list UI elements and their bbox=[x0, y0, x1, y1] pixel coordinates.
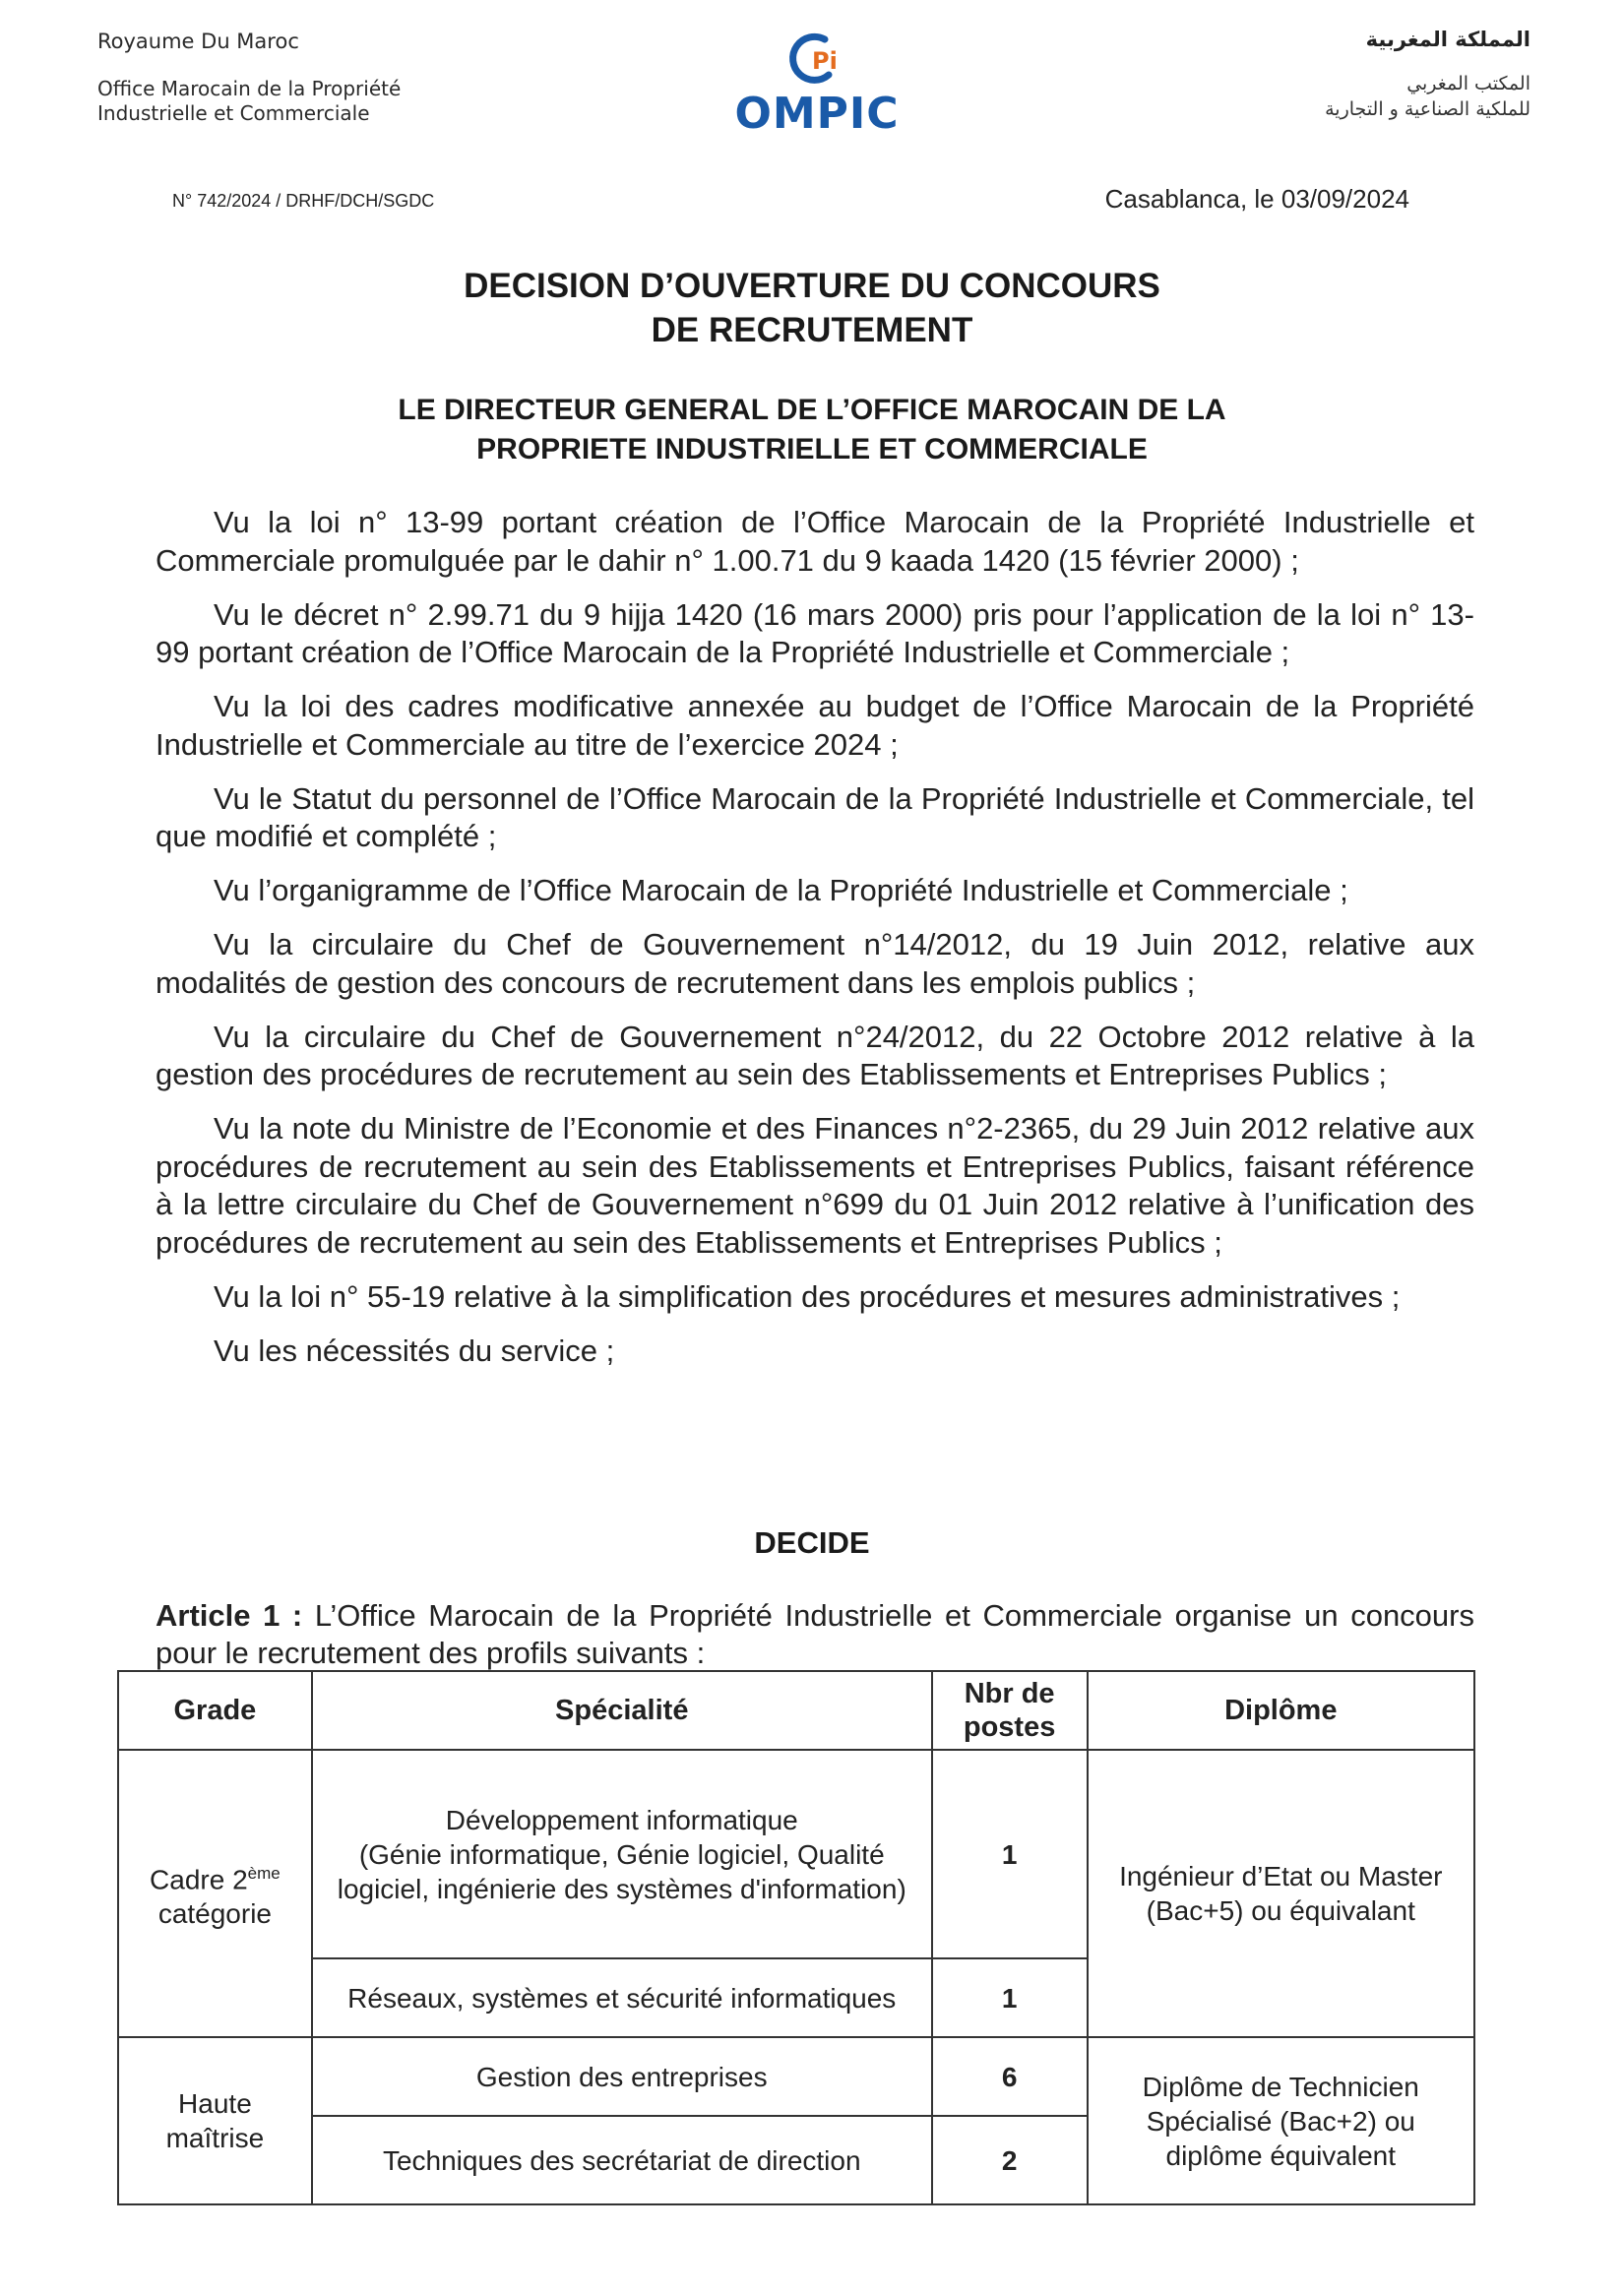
postes-cell: 2 bbox=[932, 2116, 1088, 2204]
title-line1: DECISION D’OUVERTURE DU CONCOURS bbox=[464, 267, 1160, 305]
grade-cadre-sup: ème bbox=[247, 1863, 281, 1883]
postes-cell: 1 bbox=[932, 1750, 1088, 1958]
diplome-cell-cadre: Ingénieur d’Etat ou Master (Bac+5) ou équivalant bbox=[1088, 1750, 1474, 2037]
arabic-office-line1: المكتب المغربي bbox=[1406, 73, 1530, 94]
consideration-paragraph: Vu le Statut du personnel de l’Office Marocain de la Propriété Industrielle et Commerciale, tel que modifié et complété ; bbox=[156, 780, 1474, 853]
arabic-kingdom-label: المملكة المغربية bbox=[1365, 28, 1530, 51]
office-name-line2: Industrielle et Commerciale bbox=[97, 101, 370, 125]
ompic-logo bbox=[728, 30, 906, 157]
kingdom-label: Royaume Du Maroc bbox=[97, 30, 299, 53]
arabic-office-line2: للملكية الصناعية و التجارية bbox=[1325, 98, 1530, 120]
consideration-paragraph: Vu la circulaire du Chef de Gouvernement n°24/2012, du 22 Octobre 2012 relative à la gestion des procédures de recrutement au sein des Etablissements et Entreprises Publics ; bbox=[156, 1019, 1474, 1091]
consideration-paragraph: Vu la loi n° 55-19 relative à la simplification des procédures et mesures administratives ; bbox=[214, 1278, 1401, 1314]
header-nbr-line2: postes bbox=[963, 1711, 1056, 1743]
specialite-cell: Gestion des entreprises bbox=[312, 2037, 932, 2116]
grade-cell-haute bbox=[118, 2037, 312, 2204]
consideration-paragraph: Vu les nécessités du service ; bbox=[214, 1333, 615, 1368]
specialite-detail: (Génie informatique, Génie logiciel, Qualité logiciel, ingénierie des systèmes d'information) bbox=[337, 1838, 906, 1904]
table-row bbox=[118, 1750, 1474, 1958]
article-1 bbox=[156, 1597, 1474, 1672]
subtitle-line2: PROPRIETE INDUSTRIELLE ET COMMERCIALE bbox=[476, 433, 1148, 465]
consideration-paragraph: Vu la note du Ministre de l’Economie et des Finances n°2-2365, du 29 Juin 2012 relative aux procédures de recrutement au sein des Etablissements et Entreprises Publics, faisant référence à la lettre circulaire du Chef de Gouvernement n°699 du 01 Juin 2012 relative à l’unification des procédures de recrutement au sein des Etablissements et Entreprises Publics ; bbox=[156, 1111, 1474, 1260]
header-grade: Grade bbox=[118, 1671, 312, 1750]
decide-heading: DECIDE bbox=[754, 1525, 870, 1560]
table-header-row bbox=[118, 1671, 1474, 1750]
grade-cadre-main: Cadre 2 bbox=[150, 1864, 248, 1895]
header-left-block bbox=[97, 30, 511, 126]
document-date: Casablanca, le 03/09/2024 bbox=[1104, 184, 1409, 214]
grade-haute-line2: maîtrise bbox=[165, 2123, 265, 2153]
document-subtitle bbox=[0, 391, 1624, 469]
header-diplome: Diplôme bbox=[1088, 1671, 1474, 1750]
consideration-paragraph: Vu le décret n° 2.99.71 du 9 hijja 1420 (16 mars 2000) pris pour l’application de la loi n° 13-99 portant création de l’Office Marocain de la Propriété Industrielle et Commerciale ; bbox=[156, 596, 1474, 669]
specialite-cell bbox=[312, 1750, 932, 1958]
specialite-title: Développement informatique bbox=[445, 1804, 798, 1835]
consideration-paragraph: Vu la loi n° 13-99 portant création de l’Office Marocain de la Propriété Industrielle et Commerciale promulguée par le dahir n° 1.00.71 du 9 kaada 1420 (15 février 2000) ; bbox=[156, 505, 1474, 578]
reference-number: N° 742/2024 / DRHF/DCH/SGDC bbox=[172, 191, 435, 211]
grade-cell-cadre bbox=[118, 1750, 312, 2037]
postes-cell: 1 bbox=[932, 1958, 1088, 2037]
logo-text: OMPIC bbox=[734, 89, 900, 139]
recruitment-profiles-table bbox=[117, 1670, 1475, 2205]
subtitle-line1: LE DIRECTEUR GENERAL DE L’OFFICE MAROCAIN DE LA bbox=[398, 394, 1226, 426]
specialite-cell: Techniques des secrétariat de direction bbox=[312, 2116, 932, 2204]
header-specialite: Spécialité bbox=[312, 1671, 932, 1750]
grade-haute-line1: Haute bbox=[178, 2088, 252, 2119]
header-nbr-postes bbox=[932, 1671, 1088, 1750]
considerations-list bbox=[156, 504, 1474, 1370]
document-title bbox=[0, 264, 1624, 352]
consideration-paragraph: Vu la loi des cadres modificative annexée au budget de l’Office Marocain de la Propriété Industrielle et Commerciale au titre de l’exercice 2024 ; bbox=[156, 689, 1474, 762]
specialite-cell: Réseaux, systèmes et sécurité informatiques bbox=[312, 1958, 932, 2037]
ompic-emblem-icon bbox=[785, 30, 848, 91]
diplome-cell-haute: Diplôme de Technicien Spécialisé (Bac+2) ou diplôme équivalent bbox=[1088, 2037, 1474, 2204]
office-name-line1: Office Marocain de la Propriété bbox=[97, 77, 402, 100]
logo-mark: Pi bbox=[812, 47, 838, 75]
consideration-paragraph: Vu la circulaire du Chef de Gouvernement n°14/2012, du 19 Juin 2012, relative aux modalités de gestion des concours de recrutement dans les emplois publics ; bbox=[156, 927, 1474, 1000]
header-nbr-line1: Nbr de bbox=[964, 1678, 1055, 1709]
article-1-text: L’Office Marocain de la Propriété Industrielle et Commerciale organise un concours pour le recrutement des profils suivants : bbox=[156, 1598, 1474, 1670]
article-1-label: Article 1 : bbox=[156, 1598, 303, 1633]
grade-cadre-line2: catégorie bbox=[157, 1898, 272, 1930]
title-line2: DE RECRUTEMENT bbox=[651, 311, 973, 349]
header-right-block bbox=[1117, 28, 1530, 122]
consideration-paragraph: Vu l’organigramme de l’Office Marocain de la Propriété Industrielle et Commerciale ; bbox=[214, 873, 1348, 907]
table-row bbox=[118, 2037, 1474, 2116]
postes-cell: 6 bbox=[932, 2037, 1088, 2116]
